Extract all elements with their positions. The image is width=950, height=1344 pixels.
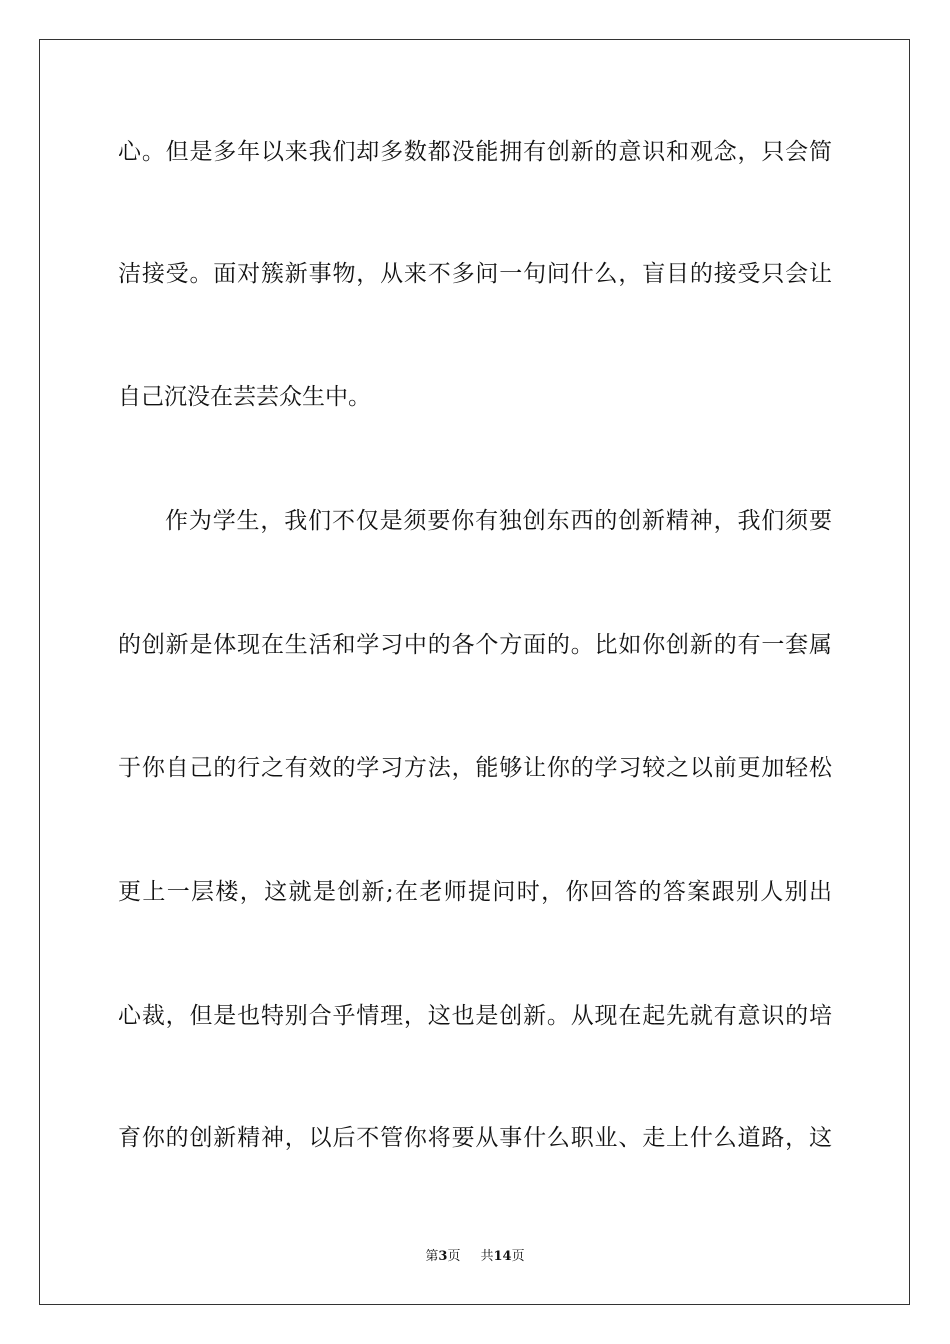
page-footer [0, 1248, 950, 1266]
text-line: 自己沉没在芸芸众生中。 [118, 384, 371, 410]
text-line: 洁接受。面对簇新事物，从来不多问一句问什么，盲目的接受只会让 [118, 261, 832, 287]
text-line: 心裁，但是也特别合乎情理，这也是创新。从现在起先就有意识的培 [118, 1003, 832, 1029]
total-suffix: 页 [511, 1249, 525, 1264]
text-line: 更上一层楼，这就是创新;在老师提问时，你回答的答案跟别人别出 [118, 879, 832, 905]
text-line: 的创新是体现在生活和学习中的各个方面的。比如你创新的有一套属 [118, 632, 832, 658]
text-line: 育你的创新精神，以后不管你将要从事什么职业、走上什么道路，这 [118, 1125, 832, 1151]
text-line: 心。但是多年以来我们却多数都没能拥有创新的意识和观念，只会简 [118, 139, 832, 165]
text-line: 于你自己的行之有效的学习方法，能够让你的学习较之以前更加轻松 [118, 755, 832, 781]
page-border [39, 39, 910, 1305]
total-pages: 14 [493, 1249, 512, 1264]
total-prefix: 共 [480, 1249, 494, 1264]
page-suffix: 页 [447, 1249, 461, 1264]
page-prefix: 第 [425, 1249, 439, 1264]
text-line: 作为学生，我们不仅是须要你有独创东西的创新精神，我们须要 [165, 508, 832, 534]
page-number: 3 [438, 1249, 448, 1264]
